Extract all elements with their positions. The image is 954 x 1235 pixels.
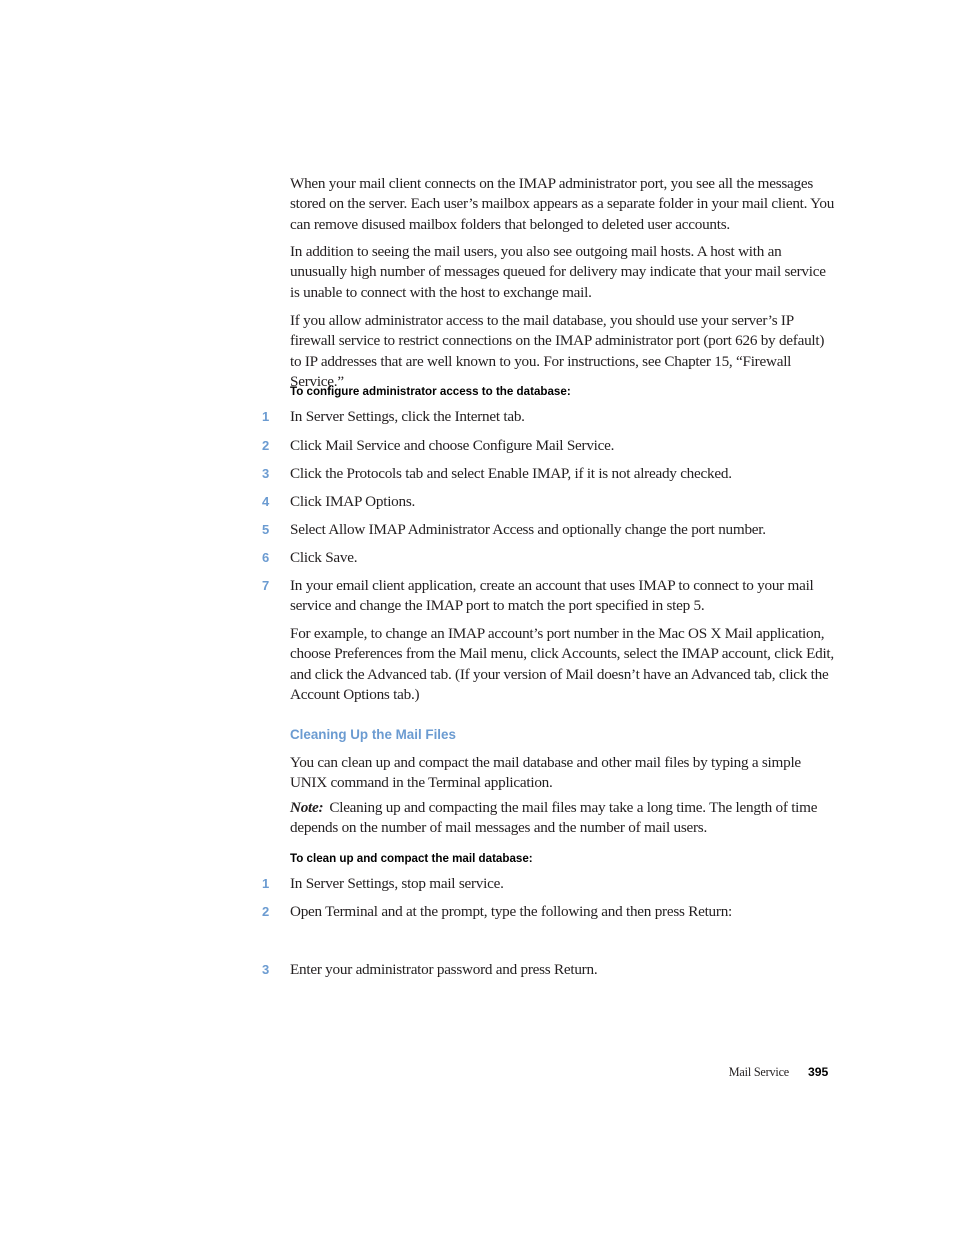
intro-paragraph-3: If you allow administrator access to the mail database, you should use your server’s IP firewall service to restrict connections on the IMAP administrator port (port 626 by default) to IP addresses that are well known to you. For instructions, see Chapter 15, “Firewall Service.” [290,312,825,390]
note-paragraph [290,798,835,839]
step-number: 6 [262,550,270,565]
step-number: 2 [262,904,270,919]
step-number: 1 [262,876,270,891]
intro-paragraph-1: When your mail client connects on the IMAP administrator port, you see all the messages stored on the server. Each user’s mailbox appears as a separate folder in your mail client. You can remove disused mailbox folders that belonged to deleted user accounts. [290,175,835,233]
step-number: 3 [262,466,270,481]
step-number: 1 [262,409,270,424]
step-text: Click Save. [290,549,358,566]
step-text: Open Terminal and at the prompt, type the following and then press Return: [290,903,733,920]
step-text: Enter your administrator password and press Return. [290,961,598,978]
step-text: Click Mail Service and choose Configure Mail Service. [290,437,615,454]
step-number: 5 [262,522,270,537]
step-number: 3 [262,962,270,977]
step-number: 2 [262,438,270,453]
step-text: Select Allow IMAP Administrator Access and optionally change the port number. [290,521,766,538]
step-text: Click IMAP Options. [290,493,416,510]
procedure1-followup: For example, to change an IMAP account’s port number in the Mac OS X Mail application, choose Preferences from the Mail menu, click Accounts, select the IMAP account, click Edit, and click the Advanced tab. (If your version of Mail doesn’t have an Advanced tab, click the Account Options tab.) [290,625,834,703]
step-text: In Server Settings, stop mail service. [290,875,504,892]
footer-section-label: Mail Service [728,1065,789,1079]
section-title: Cleaning Up the Mail Files [290,727,456,742]
section-paragraph: You can clean up and compact the mail database and other mail files by typing a simple UNIX command in the Terminal application. [290,754,801,792]
step-text: In your email client application, create an account that uses IMAP to connect to your mail service and change the IMAP port to match the port specified in step 5. [290,577,814,615]
procedure-heading-configure: To configure administrator access to the database: [290,385,571,398]
note-text: Cleaning up and compacting the mail files may take a long time. The length of time depends on the number of mail messages and the number of mail users. [290,799,818,837]
note-label: Note: [290,799,324,816]
step-number: 4 [262,494,270,509]
step-text: In Server Settings, click the Internet tab. [290,408,525,425]
step-number: 7 [262,578,270,593]
intro-paragraph-2: In addition to seeing the mail users, you also see outgoing mail hosts. A host with an unusually high number of messages queued for delivery may indicate that your mail service is unable to connect with the host to exchange mail. [290,243,826,301]
step-text: Click the Protocols tab and select Enable IMAP, if it is not already checked. [290,465,732,482]
procedure-heading-cleanup: To clean up and compact the mail database: [290,852,533,865]
footer-page-number: 395 [808,1065,829,1079]
